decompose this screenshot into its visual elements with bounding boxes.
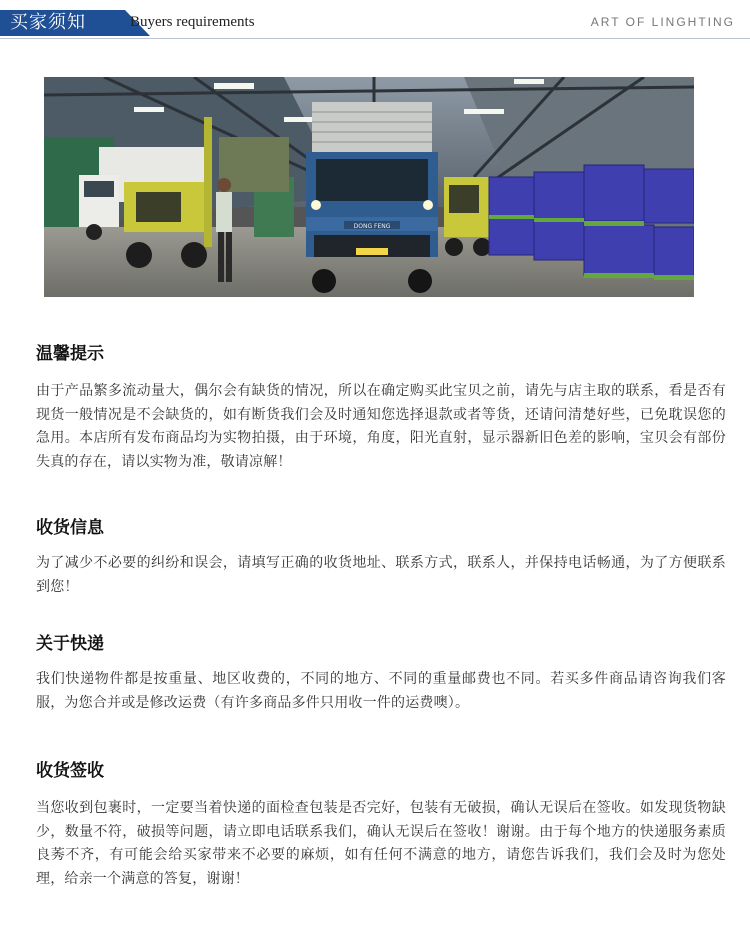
section-title: 收货信息 (36, 518, 104, 538)
section-about-shipping (36, 632, 726, 715)
section-title: 关于快递 (36, 634, 104, 654)
section-receiving-info (36, 516, 726, 599)
warehouse-photo (44, 77, 694, 297)
header-subtitle: Buyers requirements (130, 14, 255, 30)
header-banner (0, 0, 750, 42)
section-body: 当您收到包裹时，一定要当着快递的面检查包装是否完好，包装有无破损，确认无误后在签收。如发现货物缺少，数量不符，破损等问题，请立即电话联系我们，确认无误后在签收！谢谢。由于每个地方的快递服务素质良莠不齐，有可能会给买家带来不必要的麻烦，如有任何不满意的地方，请您告诉我们，我们会及时为您处理，给亲一个满意的答复，谢谢！ (36, 800, 726, 887)
brand-name: ART OF LINGHTING (590, 15, 735, 29)
header-divider (0, 38, 750, 39)
truck-brand-text: DONG FENG (353, 223, 391, 230)
header-tag-label: 买家须知 (10, 12, 86, 33)
section-signing-receipt (36, 759, 726, 891)
section-warm-tips (36, 342, 726, 474)
section-title: 温馨提示 (36, 344, 104, 364)
section-title: 收货签收 (36, 761, 104, 781)
section-body: 我们快递物件都是按重量、地区收费的，不同的地方、不同的重量邮费也不同。若买多件商品请咨询我们客服，为您合并或是修改运费（有许多商品多件只用收一件的运费噢）。 (36, 671, 726, 711)
section-body: 由于产品繁多流动量大，偶尔会有缺货的情况，所以在确定购买此宝贝之前，请先与店主取的联系，看是否有现货一般情况是不会缺货的，如有断货我们会及时通知您选择退款或者等货，还请问清楚好些，已免耽误您的急用。本店所有发布商品均为实物拍摄，由于环境，角度，阳光直射，显示器新旧色差的影响，宝贝会有部份失真的存在，请以实物为准，敬请凉解！ (36, 383, 726, 470)
section-body: 为了减少不必要的纠纷和误会，请填写正确的收货地址、联系方式，联系人，并保持电话畅通，为了方便联系到您！ (36, 555, 726, 595)
